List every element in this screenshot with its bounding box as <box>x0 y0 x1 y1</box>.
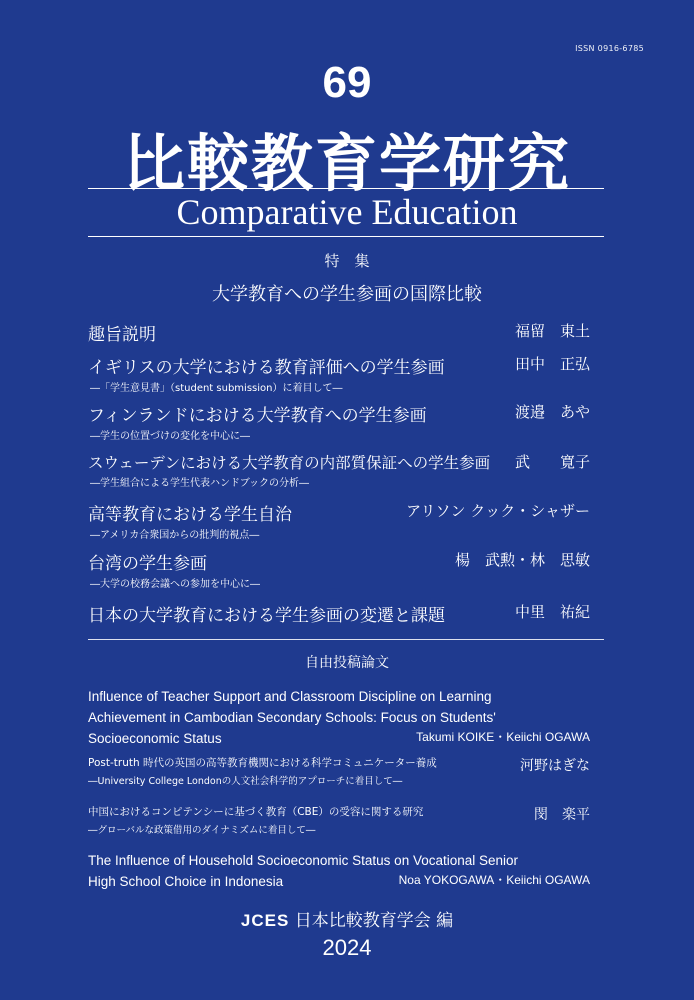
paper-title-line: The Influence of Household Socioeconomic Status on Vocational Senior <box>88 853 519 868</box>
feature-title: 大学教育への学生参画の国際比較 <box>212 284 482 305</box>
article-title: 高等教育における学生自治 <box>88 505 292 525</box>
article-subtitle: ―「学生意見書」（student submission）に着目して― <box>90 383 343 394</box>
paper-author: 閔 楽平 <box>534 807 590 823</box>
article-title: 台湾の学生参画 <box>88 554 207 574</box>
divider-mid <box>88 236 604 237</box>
article-author: 渡邉 あや <box>514 403 590 421</box>
publisher-name: 日本比較教育学会 編 <box>294 911 454 931</box>
article-author: 中里 祐紀 <box>514 603 590 621</box>
paper-title-line: Achievement in Cambodian Secondary Schools: Focus on Students' <box>88 710 496 725</box>
article-entry <box>88 451 590 489</box>
article-subtitle: ―学生組合による学生代表ハンドブックの分析― <box>90 478 309 489</box>
paper-subtitle: ―グローバルな政策借用のダイナミズムに着目して― <box>88 825 316 836</box>
divider-free <box>88 639 604 640</box>
feature-label: 特 集 <box>324 252 370 270</box>
article-title: フィンランドにおける大学教育への学生参画 <box>88 406 427 426</box>
article-author: 田中 正弘 <box>514 355 590 373</box>
paper-subtitle: ―University College Londonの人文社会科学的アプローチに着目して― <box>88 776 403 787</box>
paper-author: Noa YOKOGAWA・Keiichi OGAWA <box>398 873 590 887</box>
article-entry <box>88 401 590 442</box>
paper-entry <box>88 755 590 787</box>
article-author: アリソン クック・シャザー <box>406 502 590 520</box>
publisher-line <box>0 906 694 931</box>
issn-number: ISSN 0916-6785 <box>575 44 644 53</box>
article-author: 楊 武勲・林 思敏 <box>454 551 590 569</box>
paper-author: 河野はぎな <box>520 758 590 774</box>
article-title: イギリスの大学における教育評価への学生参画 <box>88 358 445 378</box>
article-entry <box>88 320 590 345</box>
article-subtitle: ―アメリカ合衆国からの批判的視点― <box>90 530 260 541</box>
article-title: 日本の大学教育における学生参画の変遷と課題 <box>88 606 445 626</box>
article-author: 武 寛子 <box>514 453 590 471</box>
paper-title: Post-truth 時代の英国の高等教育機関における科学コミュニケーター養成 <box>88 757 437 769</box>
paper-author: Takumi KOIKE・Keiichi OGAWA <box>416 730 590 744</box>
paper-title-line: Socioeconomic Status <box>88 731 222 746</box>
article-subtitle: ―学生の位置づけの変化を中心に― <box>90 431 250 442</box>
article-title: スウェーデンにおける大学教育の内部質保証への学生参画 <box>88 454 491 472</box>
article-entry <box>88 601 590 626</box>
free-papers-label: 自由投稿論文 <box>305 655 389 671</box>
volume-number: 69 <box>322 58 372 107</box>
journal-title-en: Comparative Education <box>176 192 518 232</box>
jces-logo: JCES <box>240 911 290 930</box>
paper-title-line: High School Choice in Indonesia <box>88 874 284 889</box>
divider-top <box>88 188 604 189</box>
paper-title: 中国におけるコンピテンシーに基づく教育（CBE）の受容に関する研究 <box>88 806 424 818</box>
journal-title-jp: 比較教育学研究 <box>122 127 571 200</box>
article-author: 福留 東土 <box>514 322 590 340</box>
article-entry <box>88 500 590 541</box>
article-title: 趣旨説明 <box>88 325 156 345</box>
paper-entry <box>88 804 590 836</box>
paper-title-line: Influence of Teacher Support and Classroom Discipline on Learning <box>88 689 492 704</box>
article-entry <box>88 549 590 590</box>
publication-year: 2024 <box>322 935 372 960</box>
article-subtitle: ―大学の校務会議への参加を中心に― <box>90 579 260 590</box>
article-entry <box>88 353 590 394</box>
paper-entry <box>88 686 590 749</box>
paper-entry <box>88 850 590 892</box>
